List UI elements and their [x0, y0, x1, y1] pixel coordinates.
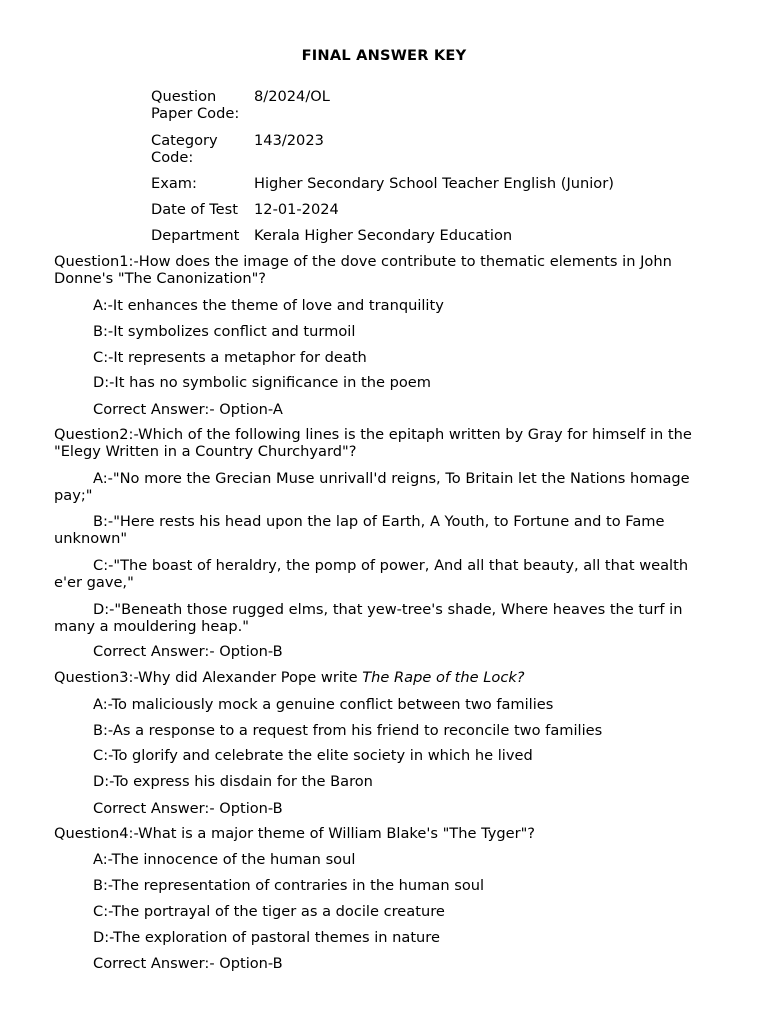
question-3-option-b: B:-As a response to a request from his friend to reconcile two families	[93, 722, 603, 739]
meta-value: Higher Secondary School Teacher English (Junior)	[254, 175, 614, 192]
meta-row-department	[151, 227, 614, 253]
question-2-option-c: C:-"The boast of heraldry, the pomp of power, And all that beauty, all that wealth e'er gave,"	[54, 557, 689, 591]
document-title: FINAL ANSWER KEY	[301, 47, 467, 64]
question-2-text: Question2:-Which of the following lines is the epitaph written by Gray for himself in the "Elegy Written in a Country Churchyard"?	[54, 426, 692, 460]
question-3-text-title: The Rape of the Lock?	[362, 669, 525, 686]
question-4-text: Question4:-What is a major theme of William Blake's "The Tyger"?	[54, 825, 536, 842]
question-4-option-b: B:-The representation of contraries in the human soul	[93, 877, 485, 894]
meta-value: Kerala Higher Secondary Education	[254, 227, 513, 244]
question-4-option-d: D:-The exploration of pastoral themes in nature	[93, 929, 440, 946]
question-1-option-c: C:-It represents a metaphor for death	[93, 349, 367, 366]
meta-key: Category Code:	[151, 132, 218, 166]
meta-key: Question Paper Code:	[151, 88, 240, 122]
question-1-option-b: B:-It symbolizes conflict and turmoil	[93, 323, 356, 340]
meta-key: Date of Test	[151, 201, 238, 218]
question-3-correct-answer: Correct Answer:- Option-B	[93, 800, 283, 817]
meta-value: 12-01-2024	[254, 201, 339, 218]
question-3-option-d: D:-To express his disdain for the Baron	[93, 773, 373, 790]
meta-value: 8/2024/OL	[254, 88, 330, 105]
meta-key: Exam:	[151, 175, 197, 192]
meta-row-question-paper-code	[151, 88, 614, 132]
question-4-correct-answer: Correct Answer:- Option-B	[93, 955, 283, 972]
meta-row-exam	[151, 175, 614, 201]
question-3-option-c: C:-To glorify and celebrate the elite society in which he lived	[93, 747, 533, 764]
question-1-text: Question1:-How does the image of the dove contribute to thematic elements in John Donne's "The Canonization"?	[54, 253, 672, 287]
question-2-option-a: A:-"No more the Grecian Muse unrivall'd reigns, To Britain let the Nations homage pay;"	[54, 470, 690, 504]
question-2-option-b: B:-"Here rests his head upon the lap of Earth, A Youth, to Fortune and to Fame unknown"	[54, 513, 665, 547]
question-2-option-d: D:-"Beneath those rugged elms, that yew-tree's shade, Where heaves the turf in many a mouldering heap."	[54, 601, 683, 635]
meta-row-date-of-test	[151, 201, 614, 227]
question-4-option-a: A:-The innocence of the human soul	[93, 851, 356, 868]
meta-key: Department	[151, 227, 240, 244]
question-4-option-c: C:-The portrayal of the tiger as a docile creature	[93, 903, 445, 920]
question-1-option-d: D:-It has no symbolic significance in the poem	[93, 374, 431, 391]
question-2-correct-answer: Correct Answer:- Option-B	[93, 643, 283, 660]
meta-row-category-code	[151, 132, 614, 175]
question-1-option-a: A:-It enhances the theme of love and tranquility	[93, 297, 444, 314]
question-3-text	[54, 669, 714, 686]
exam-details-table	[151, 88, 614, 253]
question-3-option-a: A:-To maliciously mock a genuine conflict between two families	[93, 696, 554, 713]
question-3-text-prefix: Question3:-Why did Alexander Pope write	[54, 669, 363, 686]
question-1-correct-answer: Correct Answer:- Option-A	[93, 401, 283, 418]
meta-value: 143/2023	[254, 132, 324, 149]
